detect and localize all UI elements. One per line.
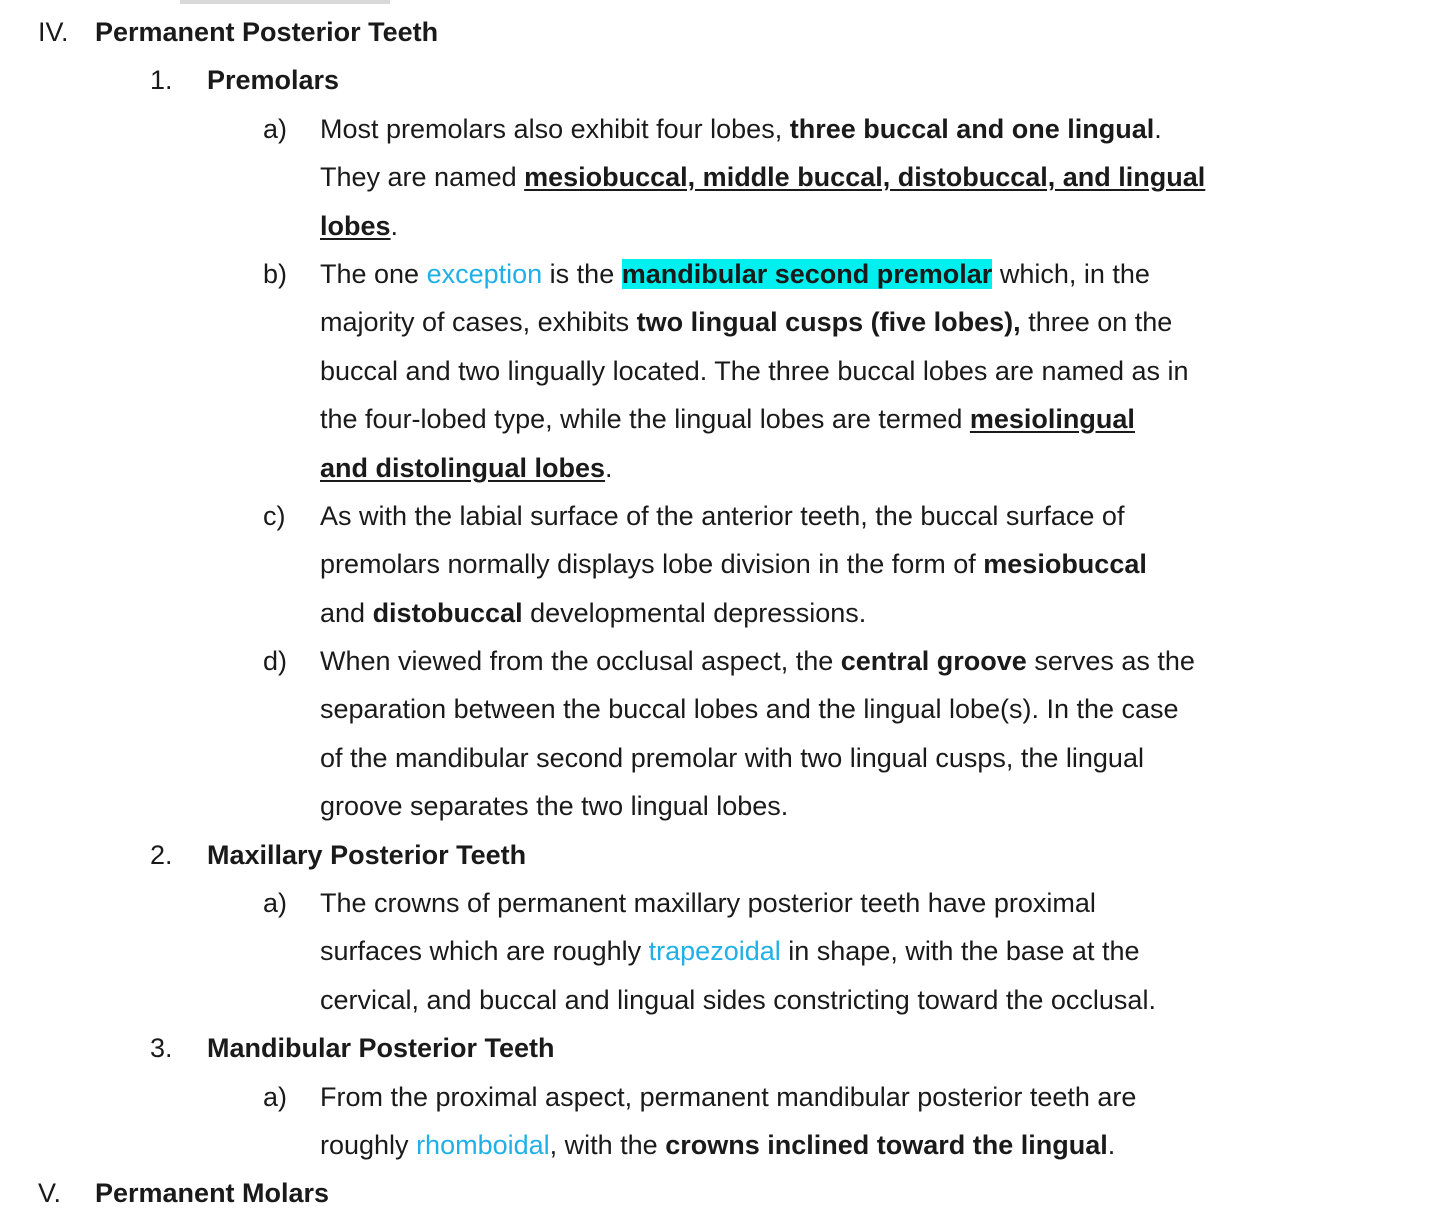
emphasized-text: Permanent Posterior Teeth bbox=[95, 17, 439, 47]
emphasized-text: mesiobuccal bbox=[983, 549, 1147, 580]
subsection-heading-text bbox=[207, 831, 526, 879]
list-marker: V. bbox=[38, 1178, 62, 1209]
text-run: . bbox=[605, 452, 613, 483]
list-item-line-text bbox=[320, 734, 1144, 782]
text-run: The crowns of permanent maxillary posterior teeth have proximal bbox=[320, 888, 1096, 919]
list-marker: c) bbox=[263, 500, 286, 531]
text-run: . bbox=[1107, 1129, 1116, 1160]
text-run: the four-lobed type, while the lingual lobes are termed bbox=[320, 404, 970, 435]
list-marker: a) bbox=[263, 888, 288, 919]
subsection-heading bbox=[0, 1024, 1440, 1072]
list-item-line-text bbox=[320, 589, 866, 637]
subsection-heading bbox=[0, 56, 1440, 104]
list-item-line bbox=[0, 395, 1440, 443]
colored-term: exception bbox=[426, 258, 543, 289]
list-item-line bbox=[0, 976, 1440, 1024]
list-item-line bbox=[0, 540, 1440, 588]
list-item-line-text bbox=[320, 347, 1189, 395]
list-item-line bbox=[0, 250, 1440, 298]
list-marker: 2. bbox=[150, 839, 173, 870]
text-run: buccal and two lingually located. The three buccal lobes are named as in bbox=[320, 355, 1189, 386]
list-item-line-text bbox=[320, 879, 1096, 927]
list-item-line bbox=[0, 1121, 1440, 1169]
list-item-line bbox=[0, 734, 1440, 782]
list-item-line-text bbox=[320, 250, 1150, 298]
list-item-line bbox=[0, 153, 1440, 201]
colored-term: rhomboidal bbox=[416, 1129, 550, 1160]
text-run: premolars normally displays lobe division in the form of bbox=[320, 549, 984, 580]
list-marker: 1. bbox=[150, 65, 173, 96]
list-item-line bbox=[0, 1073, 1440, 1121]
emphasized-text: central groove bbox=[840, 646, 1027, 677]
text-run: serves as the bbox=[1026, 646, 1195, 677]
list-item-line-text bbox=[320, 153, 1205, 201]
list-item-line bbox=[0, 879, 1440, 927]
emphasized-text: two lingual cusps (five lobes), bbox=[636, 307, 1021, 338]
emphasized-text: three buccal and one lingual bbox=[789, 113, 1155, 144]
list-item-line-text bbox=[320, 976, 1156, 1024]
list-marker: d) bbox=[263, 646, 288, 677]
emphasized-text: Mandibular Posterior Teeth bbox=[207, 1033, 555, 1064]
subsection-heading-text bbox=[207, 1024, 555, 1072]
colored-term: trapezoidal bbox=[648, 936, 781, 967]
list-item-line bbox=[0, 202, 1440, 250]
list-item-line-text bbox=[320, 1073, 1136, 1121]
list-marker: b) bbox=[263, 258, 288, 289]
list-item-line-text bbox=[320, 685, 1179, 733]
list-item-line-text bbox=[320, 298, 1172, 346]
subsection-heading-text bbox=[207, 56, 339, 104]
subsection-heading bbox=[0, 831, 1440, 879]
section-heading-text bbox=[95, 8, 438, 56]
list-item-line-text bbox=[320, 1121, 1115, 1169]
list-item-line bbox=[0, 637, 1440, 685]
list-marker: IV. bbox=[38, 17, 69, 47]
section-heading bbox=[0, 8, 1440, 56]
text-run: surfaces which are roughly bbox=[320, 936, 649, 967]
text-run: of the mandibular second premolar with two lingual cusps, the lingual bbox=[320, 742, 1144, 773]
section-heading-text bbox=[95, 1169, 329, 1217]
list-marker: a) bbox=[263, 1081, 288, 1112]
list-item-line bbox=[0, 347, 1440, 395]
emphasized-text: Maxillary Posterior Teeth bbox=[207, 839, 527, 870]
list-item-line bbox=[0, 685, 1440, 733]
highlighted-term: mandibular second premolar bbox=[621, 258, 993, 289]
text-run: is the bbox=[542, 258, 622, 289]
text-run: As with the labial surface of the anterior teeth, the buccal surface of bbox=[320, 500, 1125, 531]
text-run: roughly bbox=[320, 1129, 417, 1160]
emphasized-text: Permanent Molars bbox=[95, 1178, 330, 1209]
text-run: majority of cases, exhibits bbox=[320, 307, 637, 338]
list-item-line bbox=[0, 492, 1440, 540]
emphasized-text: mesiolingual bbox=[969, 404, 1135, 435]
list-marker: a) bbox=[263, 113, 288, 144]
text-run: . bbox=[1154, 113, 1162, 144]
document-body bbox=[0, 8, 1440, 1218]
list-item-line bbox=[0, 105, 1440, 153]
list-item-line-text bbox=[320, 927, 1140, 975]
emphasized-text: and distolingual lobes bbox=[320, 452, 606, 483]
text-run: Most premolars also exhibit four lobes, bbox=[320, 113, 790, 144]
emphasized-text: Premolars bbox=[207, 65, 340, 96]
text-run: three on the bbox=[1020, 307, 1173, 338]
text-run: . bbox=[390, 210, 399, 241]
list-item-line bbox=[0, 927, 1440, 975]
emphasized-text: lobes bbox=[320, 210, 391, 241]
text-run: cervical, and buccal and lingual sides constricting toward the occlusal. bbox=[320, 984, 1156, 1015]
list-item-line-text bbox=[320, 637, 1195, 685]
list-item-line-text bbox=[320, 105, 1162, 153]
text-run: , with the bbox=[549, 1129, 666, 1160]
list-item-line-text bbox=[320, 444, 613, 492]
text-run: groove separates the two lingual lobes. bbox=[320, 791, 789, 822]
list-item-line bbox=[0, 589, 1440, 637]
text-run: developmental depressions. bbox=[522, 597, 867, 628]
text-run: separation between the buccal lobes and the lingual lobe(s). In the case bbox=[320, 694, 1179, 725]
text-run: From the proximal aspect, permanent mandibular posterior teeth are bbox=[320, 1081, 1137, 1112]
list-item-line-text bbox=[320, 492, 1124, 540]
text-run: and bbox=[320, 597, 373, 628]
text-run: They are named bbox=[320, 162, 525, 193]
emphasized-text: mesiobuccal, middle buccal, distobuccal, and lingual bbox=[524, 162, 1206, 193]
text-run: When viewed from the occlusal aspect, the bbox=[320, 646, 841, 677]
text-run: The one bbox=[320, 258, 427, 289]
emphasized-text: crowns inclined toward the lingual bbox=[665, 1129, 1108, 1160]
list-item-line bbox=[0, 444, 1440, 492]
list-item-line bbox=[0, 298, 1440, 346]
previous-heading-fragment bbox=[180, 0, 390, 4]
text-run: which, in the bbox=[992, 258, 1150, 289]
list-item-line-text bbox=[320, 395, 1135, 443]
emphasized-text: distobuccal bbox=[372, 597, 523, 628]
list-marker: 3. bbox=[150, 1033, 173, 1064]
text-run: in shape, with the base at the bbox=[780, 936, 1140, 967]
list-item-line bbox=[0, 782, 1440, 830]
list-item-line-text bbox=[320, 540, 1147, 588]
list-item-line-text bbox=[320, 782, 788, 830]
list-item-line-text bbox=[320, 202, 398, 250]
section-heading bbox=[0, 1169, 1440, 1217]
